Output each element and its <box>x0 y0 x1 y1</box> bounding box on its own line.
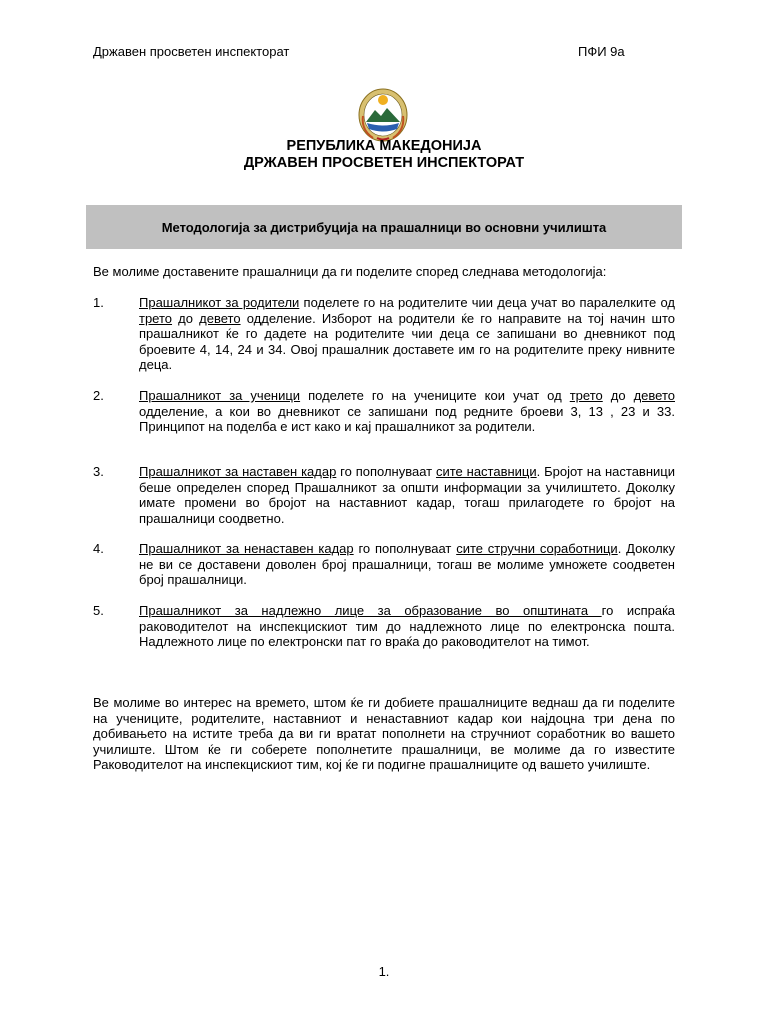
header-form-code: ПФИ 9а <box>578 44 625 59</box>
underlined-text: трето <box>139 310 173 326</box>
list-item-body <box>139 541 675 588</box>
body-text: до <box>172 310 200 326</box>
closing-paragraph: Ве молиме во интерес на времето, штом ќе ги добиете прашалниците веднаш да ги поделите на учениците, родителите, наставниот и ненаставниот кадар кои најдоцна три дена по добивањето на истите треба да ви ги вратат пополнети на стручниот соработник во вашето училиште. Штом ќе ги соберете пополнетите прашалници, ве молиме да го известите Раководителот на инспекцискиот тим, кој ќе ги подигне прашалниците од вашето училиште. <box>93 695 675 772</box>
underlined-text: сите наставници <box>435 464 537 479</box>
page-number: 1. <box>378 964 390 979</box>
page-title <box>0 138 768 172</box>
body-text: одделение. Изборот на родители ќе го направите на тој начин што прашалникот ќе го дадете на родителите чии деца се запишани во дневникот под броевите 4, 14, 24 и 34. Овој прашалник доставете им го на родителите преку нивните деца. <box>139 310 675 372</box>
underlined-text: девето <box>199 310 241 326</box>
list-item-number: 5. <box>93 603 104 618</box>
body-text: го испраќа раководителот на инспекцискиот тим до надлежното лице по електронска пошта. Надлежното лице по електронски пат го враќа до раководителот на тимот. <box>139 603 676 649</box>
underlined-text: сите стручни соработници <box>456 541 618 556</box>
underlined-text: Прашалникот за надлежно лице за образование во општината <box>139 603 602 618</box>
list-item <box>93 464 675 526</box>
title-line-1: РЕПУБЛИКА МАКЕДОНИЈА <box>286 138 482 154</box>
list-item <box>93 295 675 373</box>
intro-paragraph: Ве молиме доставените прашалници да ги поделите според следнава методологија: <box>93 264 607 279</box>
coat-of-arms-emblem <box>357 86 409 142</box>
underlined-text: Прашалникот за наставен кадар <box>139 464 337 479</box>
body-text: поделете го на учениците кои учат од <box>300 388 570 403</box>
header-institution: Државен просветен инспекторат <box>93 44 290 59</box>
body-text: . Доколку не ви се доставени доволен број прашалници, тогаш ве молиме умножете соодветен број прашалници. <box>139 541 676 587</box>
list-item-number: 3. <box>93 464 104 479</box>
underlined-text: Прашалникот за родители <box>139 295 300 310</box>
underlined-text: трето <box>569 388 603 403</box>
title-line-2: ДРЖАВЕН ПРОСВЕТЕН ИНСПЕКТОРАТ <box>243 155 525 171</box>
body-text: го пополнуваат <box>353 541 457 556</box>
body-text: го пополнуваат <box>336 464 436 479</box>
body-text: до <box>602 388 634 403</box>
list-item <box>93 388 675 435</box>
list-item <box>93 603 675 650</box>
list-item-body <box>139 388 675 435</box>
underlined-text: девето <box>633 388 675 403</box>
list-item-number: 4. <box>93 541 104 556</box>
body-text: . Бројот на наставници беше определен според Прашалникот за општи информации за училиштето. Доколку имате промени во бројот на наставниот кадар, тогаш прилагодете го бројот на прашалници соодветно. <box>139 464 675 526</box>
list-item <box>93 541 675 588</box>
body-text: поделете го на родителите чии деца учат во паралелките од <box>299 295 675 310</box>
list-item-body <box>139 464 675 526</box>
list-item-number: 2. <box>93 388 104 403</box>
section-banner: Методологија за дистрибуција на прашалници во основни училишта <box>86 205 682 249</box>
list-item-body <box>139 603 675 650</box>
list-item-body <box>139 295 675 373</box>
list-item-number: 1. <box>93 295 104 310</box>
body-text: одделение, а кои во дневникот се запишани под редните броеви 3, 13 , 23 и 33. Принципот на поделба е ист како и кај прашалникот за родители. <box>139 403 675 434</box>
underlined-text: Прашалникот за ненаставен кадар <box>139 541 354 556</box>
underlined-text: Прашалникот за ученици <box>139 388 301 403</box>
